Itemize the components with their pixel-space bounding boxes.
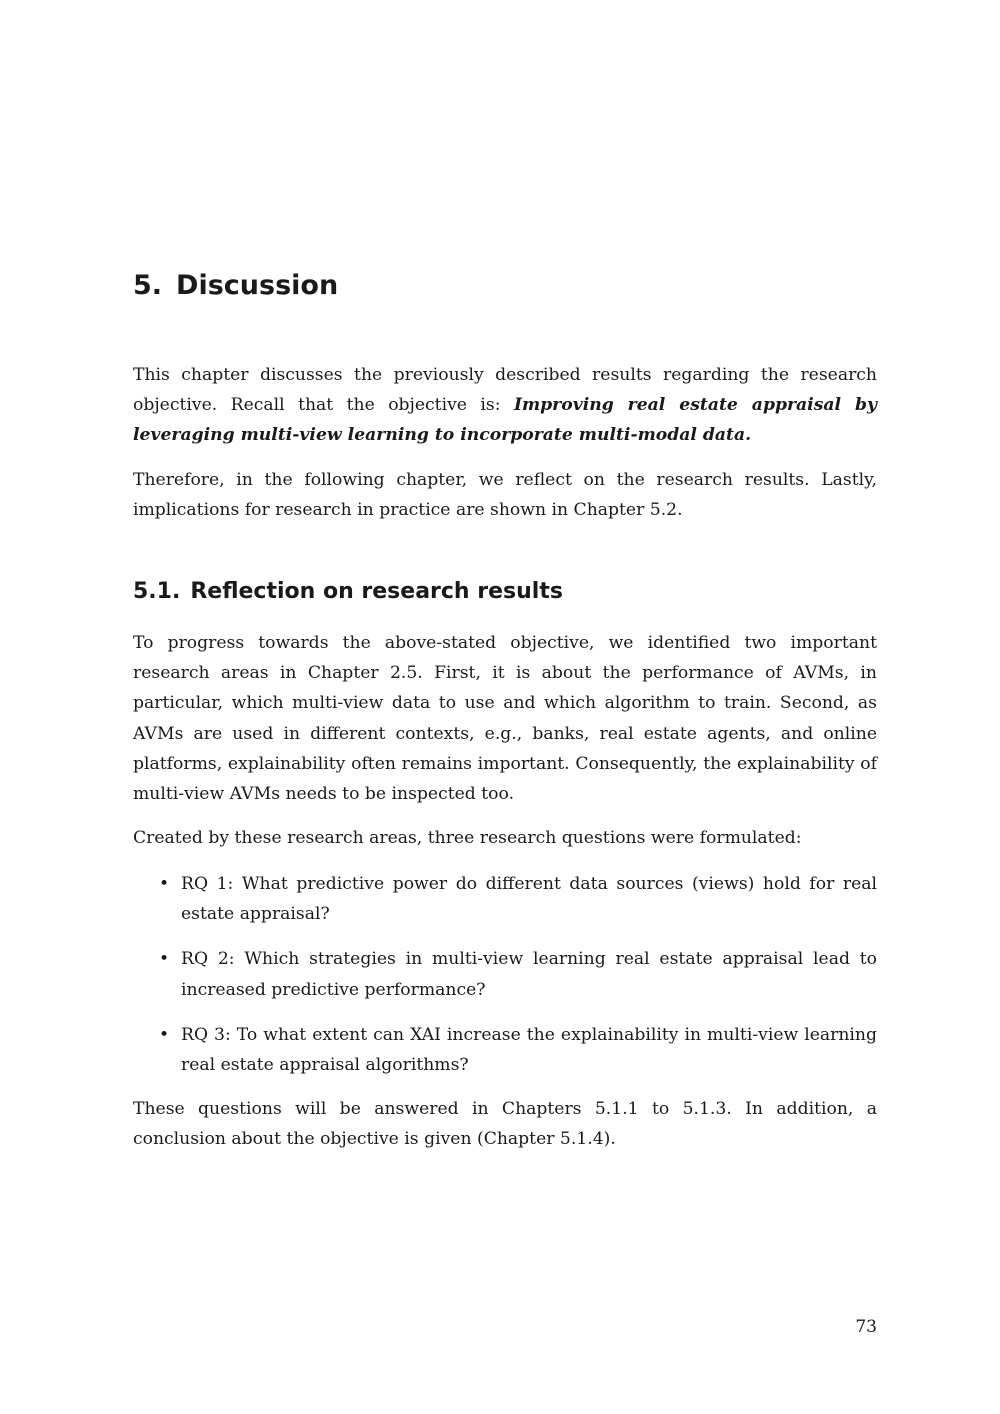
list-item bbox=[133, 1020, 877, 1080]
research-question-2: RQ 2: Which strategies in multi-view learning real estate appraisal lead to increased predictive performance? bbox=[181, 949, 877, 1000]
section-paragraph-3: These questions will be answered in Chapters 5.1.1 to 5.1.3. In addition, a conclusion about the objective is given (Chapter 5.1.4). bbox=[133, 1099, 877, 1150]
research-question-1: RQ 1: What predictive power do different data sources (views) hold for real estate appraisal? bbox=[181, 874, 877, 925]
bullet-icon: • bbox=[159, 949, 170, 970]
intro-paragraph-2: Therefore, in the following chapter, we reflect on the research results. Lastly, implications for research in practice are shown in Chapter 5.2. bbox=[133, 470, 877, 521]
section-paragraph-1: To progress towards the above-stated objective, we identified two important research areas in Chapter 2.5. First, it is about the performance of AVMs, in particular, which multi-view data to use and which algorithm to train. Second, as AVMs are used in different contexts, e.g., banks, real estate agents, and online platforms, explainability often remains important. Consequently, the explainability of multi-view AVMs needs to be inspected too. bbox=[133, 633, 877, 805]
chapter-heading bbox=[133, 266, 338, 306]
page-number: 73 bbox=[855, 1317, 877, 1337]
intro-paragraph-1 bbox=[133, 360, 877, 451]
intro-paragraph-1-text: This chapter discusses the previously described results regarding the research objective. Recall that the objective is: bbox=[133, 365, 877, 416]
chapter-title: Discussion bbox=[176, 270, 339, 301]
section-paragraph-2: Created by these research areas, three research questions were formulated: bbox=[133, 828, 802, 848]
bullet-icon: • bbox=[159, 1024, 170, 1045]
section-title: Reflection on research results bbox=[190, 579, 563, 604]
chapter-number: 5. bbox=[133, 270, 163, 301]
section-heading bbox=[133, 576, 563, 608]
list-item bbox=[133, 869, 877, 929]
section-number: 5.1. bbox=[133, 579, 181, 604]
list-item bbox=[133, 944, 877, 1004]
research-questions-list bbox=[133, 869, 877, 1095]
document-page bbox=[133, 0, 877, 1414]
research-question-3: RQ 3: To what extent can XAI increase the explainability in multi-view learning real estate appraisal algorithms? bbox=[181, 1024, 877, 1076]
research-objective: Improving real estate appraisal by leveraging multi-view learning to incorporate multi-modal data. bbox=[133, 395, 877, 446]
bullet-icon: • bbox=[159, 874, 170, 894]
